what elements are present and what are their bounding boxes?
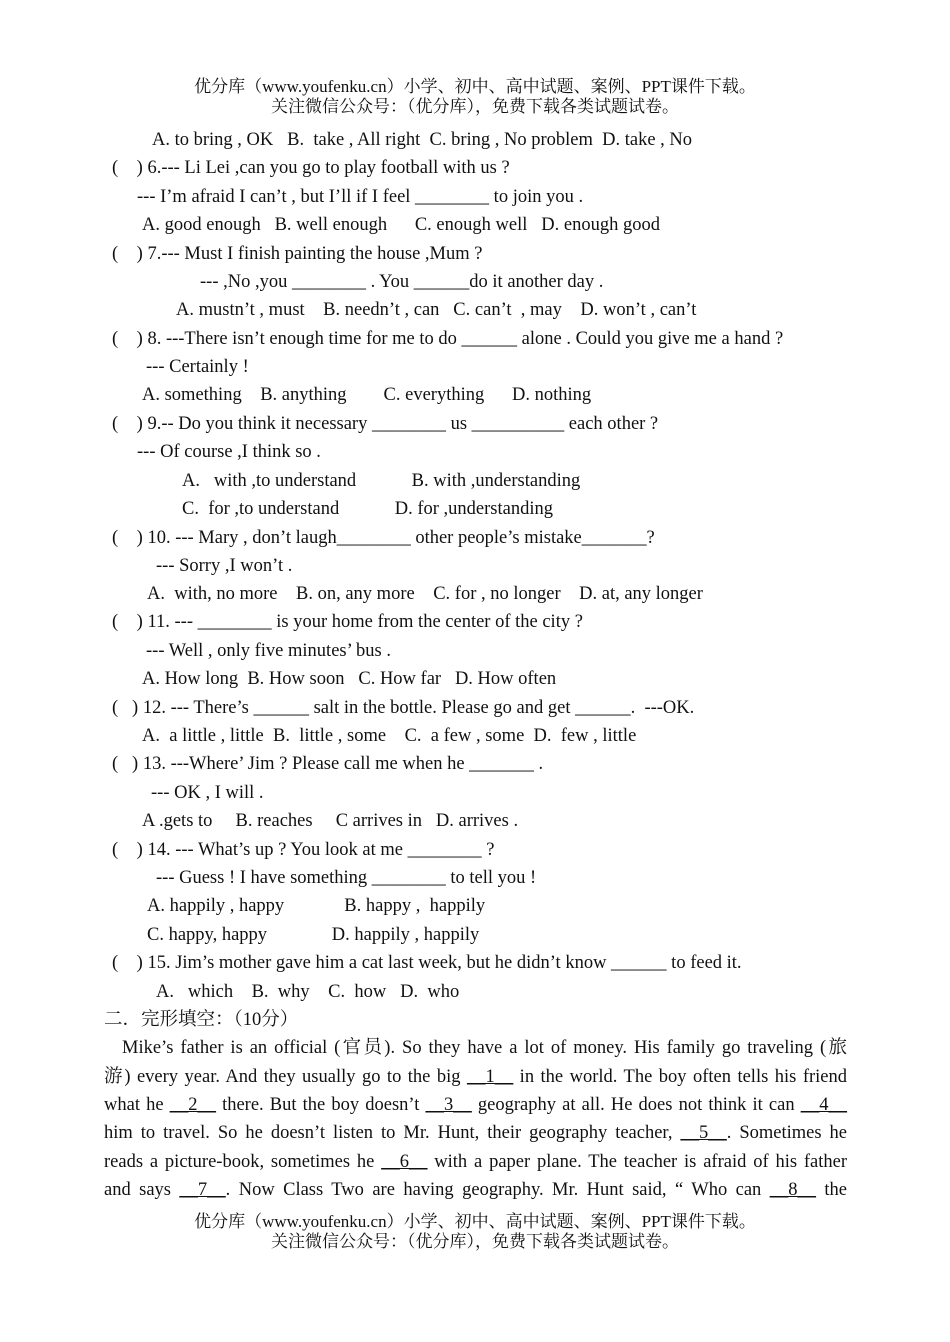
cloze-blank-1: __1__ (466, 1067, 514, 1087)
header-line-1: 优分库（www.youfenku.cn）小学、初中、高中试题、案例、PPT课件下载。 (194, 77, 756, 96)
q8-reply: --- Certainly ! (146, 357, 249, 377)
q9-reply: --- Of course ,I think so . (137, 442, 321, 462)
cloze-blank-7: __7__ (179, 1180, 226, 1200)
q6-stem: ( ) 6.--- Li Lei ,can you go to play football with us ? (112, 158, 510, 178)
q9-options-ab: A. with ,to understand B. with ,understanding (182, 471, 581, 491)
q9-options-cd: C. for ,to understand D. for ,understanding (182, 499, 553, 519)
cloze-line-5: reads a picture-book, sometimes he __6__ with a paper plane. The teacher is afraid of his father (104, 1152, 848, 1172)
footer-line-1: 优分库（www.youfenku.cn）小学、初中、高中试题、案例、PPT课件下载。 (194, 1212, 756, 1231)
q12-options: A. a little , little B. little , some C. a few , some D. few , little (142, 726, 637, 746)
cloze-blank-6: __6__ (381, 1152, 428, 1172)
q13-reply: --- OK , I will . (151, 783, 264, 803)
q9-stem: ( ) 9.-- Do you think it necessary ________ us __________ each other ? (112, 414, 659, 434)
section2-title: 二．完形填空：（10分） (104, 1010, 299, 1030)
q11-reply: --- Well , only five minutes’ bus . (146, 641, 391, 661)
q15-options: A. which B. why C. how D. who (156, 982, 460, 1002)
q6-options: A. good enough B. well enough C. enough well D. enough good (142, 215, 660, 235)
q7-reply: --- ,No ,you ________ . You ______do it another day . (200, 272, 604, 292)
cloze-blank-2: __2__ (169, 1095, 216, 1115)
q14-stem: ( ) 14. --- What’s up ? You look at me ________ ? (112, 840, 495, 860)
footer-line-2: 关注微信公众号：（优分库），免费下载各类试题试卷。 (271, 1232, 679, 1251)
q6-reply: --- I’m afraid I can’t , but I’ll if I feel ________ to join you . (137, 187, 584, 207)
q10-stem: ( ) 10. --- Mary , don’t laugh________ other people’s mistake_______? (112, 528, 655, 548)
q13-options: A .gets to B. reaches C arrives in D. arrives . (142, 811, 519, 831)
q14-options-ab: A. happily , happy B. happy , happily (147, 896, 486, 916)
q14-reply: --- Guess ! I have something ________ to tell you ! (156, 868, 537, 888)
q14-options-cd: C. happy, happy D. happily , happily (147, 925, 480, 945)
q8-stem: ( ) 8. ---There isn’t enough time for me to do ______ alone . Could you give me a hand ? (112, 329, 784, 349)
cloze-line-3: what he __2__ there. But the boy doesn’t __3__ geography at all. He does not think it can __4__ (104, 1095, 847, 1115)
cloze-line-4: him to travel. So he doesn’t listen to Mr. Hunt, their geography teacher, __5__. Sometimes he (104, 1123, 848, 1143)
cloze-blank-4: __4__ (800, 1095, 847, 1115)
q10-reply: --- Sorry ,I won’t . (156, 556, 293, 576)
q10-options: A. with, no more B. on, any more C. for , no longer D. at, any longer (147, 584, 703, 604)
q13-stem: ( ) 13. ---Where’ Jim ? Please call me when he _______ . (112, 754, 544, 774)
cloze-blank-5: __5__ (680, 1123, 727, 1143)
q15-stem: ( ) 15. Jim’s mother gave him a cat last week, but he didn’t know ______ to feed it. (112, 953, 742, 973)
header-line-2: 关注微信公众号：（优分库），免费下载各类试题试卷。 (271, 97, 679, 116)
cloze-line-2: 游) every year. And they usually go to the big __1__ in the world. The boy often tells his friend (104, 1067, 847, 1087)
q8-options: A. something B. anything C. everything D. nothing (142, 385, 592, 405)
q11-stem: ( ) 11. --- ________ is your home from the center of the city ? (112, 612, 583, 632)
q7-stem: ( ) 7.--- Must I finish painting the house ,Mum ? (112, 244, 483, 264)
cloze-line-6: and says __7__. Now Class Two are having geography. Mr. Hunt said, “ Who can __8__ the (104, 1180, 847, 1200)
cloze-blank-8: __8__ (769, 1180, 816, 1200)
q5-options: A. to bring , OK B. take , All right C. bring , No problem D. take , No (152, 130, 693, 150)
cloze-blank-3: __3__ (425, 1095, 472, 1115)
cloze-line-1: Mike’s father is an official (官员). So they have a lot of money. His family go traveling (旅 (122, 1038, 847, 1058)
q7-options: A. mustn’t , must B. needn’t , can C. can’t , may D. won’t , can’t (176, 300, 697, 320)
q12-stem: ( ) 12. --- There’s ______ salt in the bottle. Please go and get ______. ---OK. (112, 698, 695, 718)
q11-options: A. How long B. How soon C. How far D. How often (142, 669, 557, 689)
